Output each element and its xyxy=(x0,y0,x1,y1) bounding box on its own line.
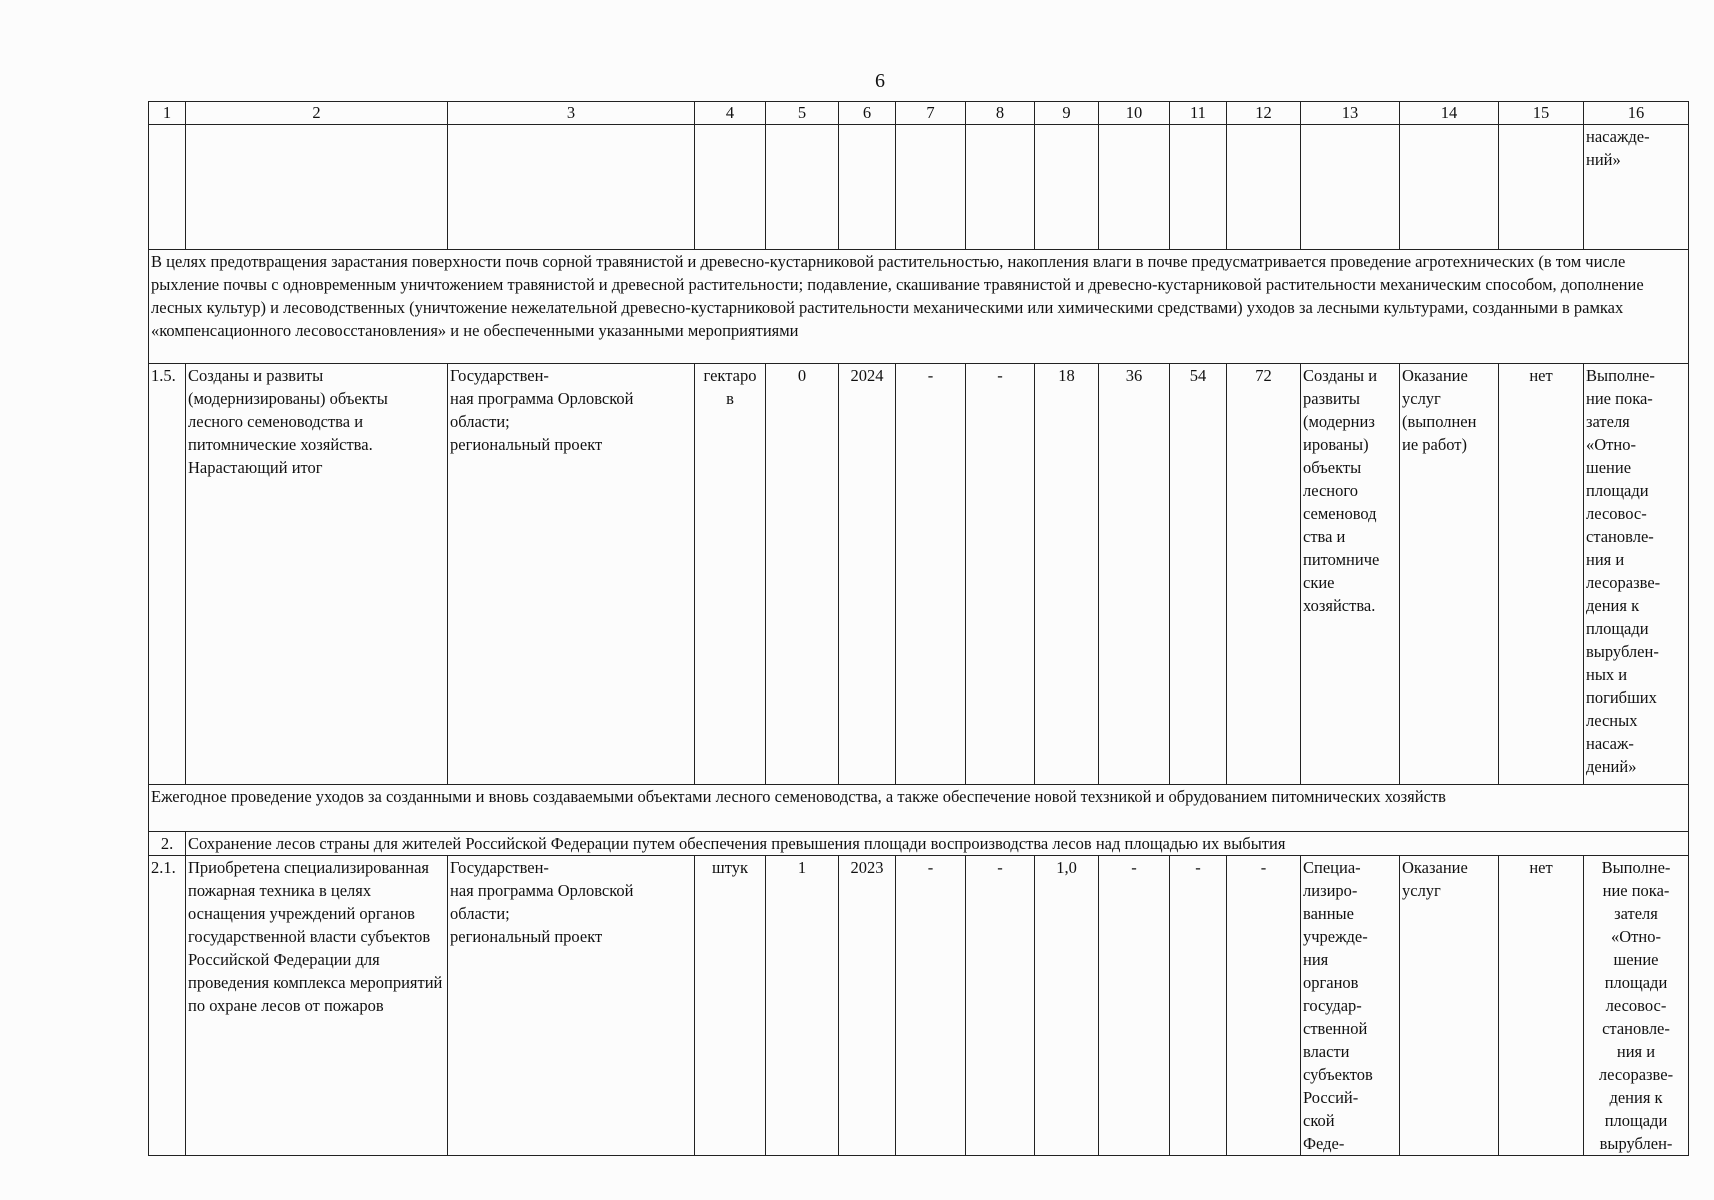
page-number: 6 xyxy=(875,70,885,92)
section-note-row xyxy=(149,250,1689,364)
table-row-1-5 xyxy=(149,364,1689,785)
column-header: 15 xyxy=(1499,102,1584,125)
characteristic-cell: Специа- лизиро- ванные учрежде- ния органов государ- ственной власти субъектов Россий- ской Феде- xyxy=(1301,856,1400,1156)
flag-cell: нет xyxy=(1499,856,1584,1156)
row-number: 2.1. xyxy=(149,856,186,1156)
column-header: 13 xyxy=(1301,102,1400,125)
value-cell: 54 xyxy=(1170,364,1227,785)
section-note-1: В целях предотвращения зарастания поверхности почв сорной травянистой и древесно-кустарниковой растительностью, накопления влаги в почве предусматривается проведение агротехнических (в том числе рыхление почвы с одновременным уничтожением травянистой и древесной растительности; подавление, скашивание травянистой и древесно-кустарниковой растительности механическим способом, дополнение лесных культур) и лесоводственных (уничтожение нежелательной древесно-кустарниковой растительности механическими или химическими средствами) уходов за лесными культурами, созданными в рамках «компенсационного лесовосстановления» и не обеспеченными указанными мероприятиями xyxy=(149,250,1689,364)
section-note-2: Ежегодное проведение уходов за созданными и вновь создаваемыми объектами лесного семеноводства, а также обеспечение новой техзникой и обрудованием питомнических хозяйств xyxy=(149,785,1689,832)
value-cell: - xyxy=(1170,856,1227,1156)
column-header: 7 xyxy=(896,102,966,125)
column-header: 9 xyxy=(1035,102,1099,125)
section-number: 2. xyxy=(149,832,186,856)
column-header: 5 xyxy=(766,102,839,125)
value-cell: 1,0 xyxy=(1035,856,1099,1156)
value-cell: 72 xyxy=(1227,364,1301,785)
characteristic-cell: Созданы и развиты (модерниз ированы) объекты лесного семеновод ства и питомниче ские хозяйства. xyxy=(1301,364,1400,785)
value-cell: - xyxy=(966,364,1035,785)
column-header: 10 xyxy=(1099,102,1170,125)
value-cell: 36 xyxy=(1099,364,1170,785)
value-cell: - xyxy=(966,856,1035,1156)
indicators-table xyxy=(148,101,1689,1156)
column-header: 12 xyxy=(1227,102,1301,125)
base-value: 1 xyxy=(766,856,839,1156)
result-name: Созданы и развиты (модернизированы) объекты лесного семеноводства и питомнические хозяйства. Нарастающий итог xyxy=(186,364,448,785)
unit-cell: гектаро в xyxy=(695,364,766,785)
column-header: 8 xyxy=(966,102,1035,125)
link-cell: Выполне- ние пока- зателя «Отно- шение площади лесовос- становле- ния и лесоразве- дения к площади вырублен- ных и погибших лесных насаж- дений» xyxy=(1584,364,1689,785)
type-cell: Оказание услуг (выполнен ие работ) xyxy=(1400,364,1499,785)
base-year: 2023 xyxy=(839,856,896,1156)
column-header: 11 xyxy=(1170,102,1227,125)
column-header: 2 xyxy=(186,102,448,125)
base-value: 0 xyxy=(766,364,839,785)
column-header: 6 xyxy=(839,102,896,125)
column-header: 16 xyxy=(1584,102,1689,125)
row-number: 1.5. xyxy=(149,364,186,785)
value-cell: - xyxy=(1099,856,1170,1156)
section-note-row xyxy=(149,785,1689,832)
column-header: 3 xyxy=(448,102,695,125)
table-row-2-1 xyxy=(149,856,1689,1156)
unit-cell: штук xyxy=(695,856,766,1156)
type-cell: Оказание услуг xyxy=(1400,856,1499,1156)
base-year: 2024 xyxy=(839,364,896,785)
link-cell: Выполне- ние пока- зателя «Отно- шение площади лесовос- становле- ния и лесоразве- дения к площади вырублен- xyxy=(1584,856,1689,1156)
section-title: Сохранение лесов страны для жителей Российской Федерации путем обеспечения превышения площади воспроизводства лесов над площадью их выбытия xyxy=(186,832,1689,856)
column-header: 14 xyxy=(1400,102,1499,125)
flag-cell: нет xyxy=(1499,364,1584,785)
value-cell: - xyxy=(1227,856,1301,1156)
continuation-cell: насажде- ний» xyxy=(1584,125,1689,250)
section-2-row xyxy=(149,832,1689,856)
value-cell: 18 xyxy=(1035,364,1099,785)
continuation-row xyxy=(149,125,1689,250)
source-document: Государствен- ная программа Орловской области; региональный проект xyxy=(448,856,695,1156)
column-header: 1 xyxy=(149,102,186,125)
result-name: Приобретена специализированная пожарная техника в целях оснащения учреждений органов государственной власти субъектов Российской Федерации для проведения комплекса мероприятий по охране лесов от пожаров xyxy=(186,856,448,1156)
column-number-row xyxy=(149,102,1689,125)
source-document: Государствен- ная программа Орловской области; региональный проект xyxy=(448,364,695,785)
value-cell: - xyxy=(896,856,966,1156)
value-cell: - xyxy=(896,364,966,785)
column-header: 4 xyxy=(695,102,766,125)
